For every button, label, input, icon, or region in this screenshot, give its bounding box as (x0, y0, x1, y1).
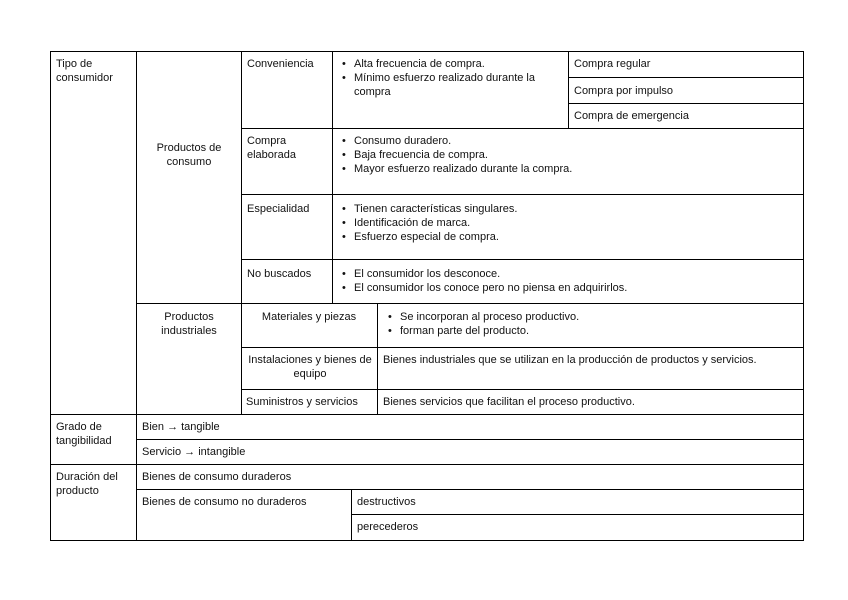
no-buscados-features (340, 267, 800, 295)
list-item: • Mayor esfuerzo realizado durante la compra. (340, 162, 800, 176)
divider (568, 103, 804, 104)
list-item: • Se incorporan al proceso productivo. (386, 310, 800, 324)
divider (50, 464, 804, 465)
list-item: • El consumidor los conoce pero no piensa en adquirirlos. (340, 281, 800, 295)
divider (241, 194, 804, 195)
especialidad-features (340, 202, 800, 244)
list-item: • forman parte del producto. (386, 324, 800, 338)
no-duraderos-label: Bienes de consumo no duraderos (142, 496, 307, 508)
divider (136, 489, 804, 490)
perecederos-row: perecederos (357, 521, 419, 533)
instalaciones-description: Bienes industriales que se utilizan en la producción de productos y servicios. (383, 354, 757, 366)
productos-consumo-label: Productos de consumo (156, 142, 222, 168)
list-item: • Baja frecuencia de compra. (340, 148, 800, 162)
list-item: • Esfuerzo especial de compra. (340, 230, 800, 244)
divider (241, 128, 804, 129)
suministros-description: Bienes servicios que facilitan el proceso productivo. (383, 396, 635, 408)
duracion-label: Duración del producto (56, 471, 118, 497)
especialidad-label: Especialidad (247, 203, 310, 215)
no-buscados-label: No buscados (247, 268, 312, 280)
divider (241, 51, 242, 414)
tangibilidad-label: Grado de tangibilidad (56, 421, 112, 447)
conveniencia-features (340, 57, 565, 99)
compra-impulso: Compra por impulso (574, 85, 674, 97)
compra-elaborada-features (340, 134, 800, 176)
destructivos-row: destructivos (357, 496, 416, 508)
divider (136, 439, 804, 440)
list-item: • Tienen características singulares. (340, 202, 800, 216)
list-item: • Mínimo esfuerzo realizado durante la compra (340, 71, 565, 99)
divider (351, 514, 804, 515)
compra-regular: Compra regular (574, 58, 651, 70)
tipo-consumidor-label: Tipo de consumidor (56, 58, 113, 84)
table-border (50, 51, 804, 541)
suministros-label: Suministros y servicios (246, 396, 358, 408)
divider (332, 51, 333, 303)
materiales-label: Materiales y piezas (261, 311, 357, 323)
list-item: • El consumidor los desconoce. (340, 267, 800, 281)
productos-industriales-label: Productos industriales (161, 311, 217, 337)
divider (568, 51, 569, 128)
instalaciones-label: Instalaciones y bienes de equipo (248, 354, 372, 380)
divider (136, 51, 137, 541)
compra-elaborada-label: Compra elaborada (247, 135, 296, 161)
intangible-row: Servicio → intangible (142, 446, 246, 458)
compra-emergencia: Compra de emergencia (574, 110, 689, 122)
materiales-features (386, 310, 800, 338)
divider (136, 303, 804, 304)
divider (377, 303, 378, 414)
divider (241, 347, 804, 348)
list-item: • Consumo duradero. (340, 134, 800, 148)
duraderos-row: Bienes de consumo duraderos (142, 471, 292, 483)
divider (50, 414, 804, 415)
tangible-row: Bien → tangible (142, 421, 220, 433)
divider (241, 259, 804, 260)
divider (568, 77, 804, 78)
conveniencia-label: Conveniencia (247, 58, 314, 70)
divider (351, 489, 352, 541)
list-item: • Identificación de marca. (340, 216, 800, 230)
divider (241, 389, 804, 390)
list-item: • Alta frecuencia de compra. (340, 57, 565, 71)
